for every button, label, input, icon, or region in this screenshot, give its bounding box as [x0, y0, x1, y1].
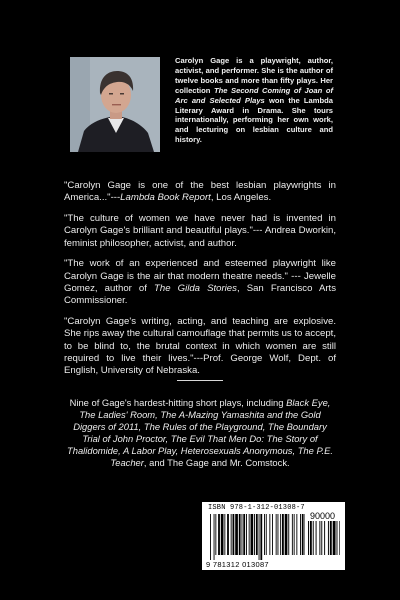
barcode-bar [246, 514, 247, 555]
barcode-bars-icon [210, 514, 305, 560]
barcode-bar [319, 521, 320, 555]
barcode-bar [316, 521, 317, 555]
price-code: 90000 [310, 511, 336, 521]
barcode-bar [256, 514, 258, 555]
barcode-bar [251, 514, 254, 555]
endorsement-quote: "The work of an experienced and esteemed playwright like Carolyn Gage is the air that modern theatre needs." --- Jewelle Gomez, author of The Gilda Stories, San Francisco Arts Commissioner. [64, 258, 337, 307]
barcode-bar [278, 514, 279, 555]
barcode-bar [302, 514, 304, 555]
endorsements [64, 180, 336, 386]
plays-description: Nine of Gage's hardest-hitting short plays, including Black Eye, The Ladies' Room, The A-Mazing Yamashita and the Gold Diggers of 2011, The Rules of the Playground, The Boundary Trial of John Proctor, The Evil That Men Do: The Story of Thalidomide, A Labor Play, Heterosexuals Anonymous, The P.E. Teacher, and The Gage and Mr. Comstock. [67, 397, 333, 468]
ean-digits: 9 781312 013087 [206, 560, 269, 569]
barcode-bar [276, 514, 277, 555]
author-bio [175, 56, 333, 145]
endorsement-quote: "Carolyn Gage's writing, acting, and teaching are explosive. She rips away the cultural camouflage that permits us to accept, to be blind to, the brutal context in which women are still required to live their lives."---Prof. George Wolf, Dept. of English, University of Nebraska. [64, 316, 336, 377]
barcode-bar [280, 514, 281, 555]
barcode-bar [300, 514, 301, 555]
barcode-bar [254, 514, 255, 555]
endorsement-quote: "The culture of women we have never had is invented in Carolyn Gage's brilliant and beautiful plays."--- Andrea Dworkin, feminist philosopher, activist, and author. [64, 213, 336, 249]
barcode-bar [282, 514, 284, 555]
barcode-bar [227, 514, 229, 555]
barcode-bar [224, 514, 225, 555]
bio-text: Carolyn Gage is a playwright, author, activist, and performer. She is the author of twelve books and more than fifty plays. Her collection [175, 56, 333, 95]
bio-book-title: The Second Coming of Joan of Arc and Selected Plays [175, 85, 333, 105]
isbn-number: ISBN 978-1-312-01308-7 [208, 504, 305, 512]
barcode-bar [296, 514, 297, 555]
barcode-bar [239, 514, 241, 555]
barcode-bar [308, 521, 309, 555]
play-titles: Black Eye, The Ladies' Room, The A-Mazing Yamashita and the Gold Diggers of 2011, The Rules of the Playground, The Boundary Trial of John Proctor, The Evil That Men Do: The Story of Thalidomide, A Labor Play, Heterosexuals Anonymous, The P.E. Teacher [67, 397, 333, 468]
barcode-bar [339, 521, 340, 555]
author-portrait-graphic [70, 57, 160, 152]
barcode-bar [260, 514, 262, 560]
barcode-bar [292, 514, 293, 555]
barcode-bar [215, 514, 216, 555]
barcode-bar [288, 514, 289, 555]
barcode-bar [313, 521, 314, 555]
barcode-bar [259, 514, 260, 560]
barcode-bar [242, 514, 243, 555]
bio-text-end: won the Lambda Literary Award in Drama. She tours internationally, performing her own work, and lecturing on lesbian culture and history. [175, 95, 333, 145]
barcode-bar [243, 514, 245, 555]
barcode-bar [324, 521, 325, 555]
barcode-bar [233, 514, 235, 555]
barcode-bar [330, 521, 332, 555]
barcode-bar [310, 521, 312, 555]
endorsement-quote: "Carolyn Gage is one of the best lesbian playwrights in America..."---Lambda Book Report, Los Angeles. [64, 180, 336, 204]
barcode-bar [218, 514, 220, 555]
barcode-bar [305, 514, 306, 555]
barcode-bar [285, 514, 288, 555]
barcode-bar [221, 514, 224, 555]
section-divider [177, 380, 223, 381]
barcode-bar [266, 514, 267, 555]
addon-barcode-bars-icon [308, 521, 340, 560]
isbn-barcode [202, 502, 345, 570]
barcode-bar [214, 514, 215, 560]
barcode-bar [272, 514, 273, 555]
barcode-bar [235, 514, 238, 555]
barcode-bar [269, 514, 270, 555]
barcode-bar [249, 514, 250, 555]
barcode-bar [333, 521, 336, 555]
author-photo [70, 57, 160, 152]
barcode-bar [231, 514, 232, 555]
barcode-bar [264, 514, 265, 555]
barcode-bar [337, 521, 338, 555]
barcode-bar [210, 514, 211, 560]
barcode-bar [328, 521, 329, 555]
barcode-bar [294, 514, 295, 555]
barcode-bar [321, 521, 322, 555]
